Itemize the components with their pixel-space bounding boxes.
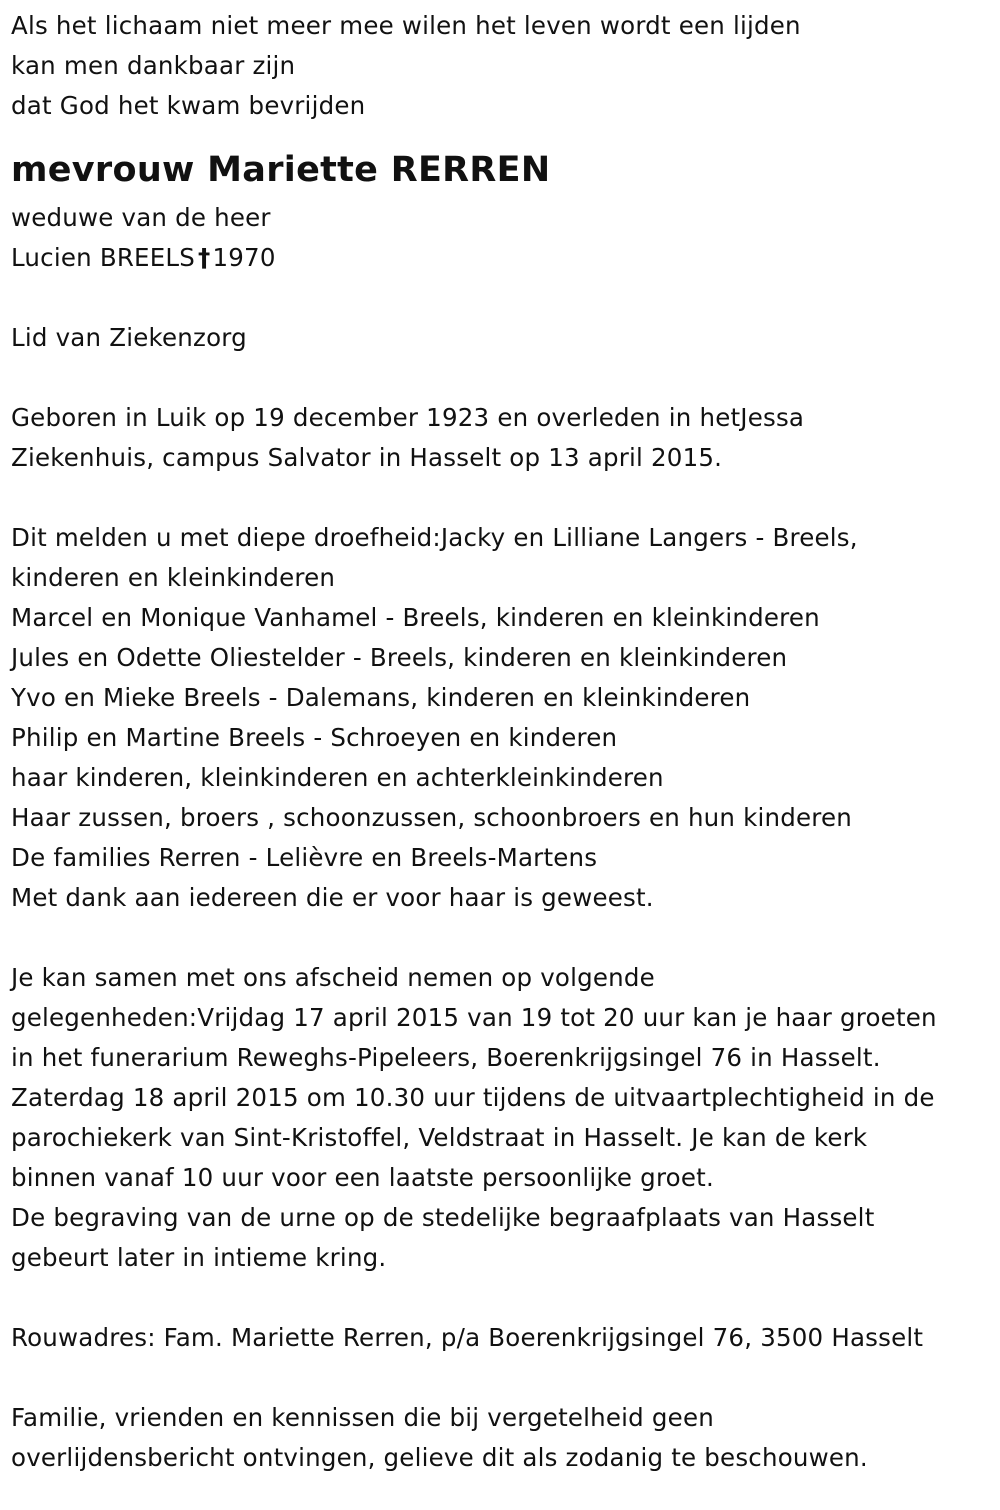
- poem: [11, 6, 996, 126]
- spacer: [11, 478, 996, 518]
- paragraph-line: Yvo en Mieke Breels - Dalemans, kinderen en kleinkinderen: [11, 683, 751, 712]
- paragraph-line: Met dank aan iedereen die er voor haar is geweest.: [11, 883, 654, 912]
- spouse-death-year: 1970: [212, 243, 276, 272]
- spacer: [11, 918, 996, 958]
- paragraph-line: binnen vanaf 10 uur voor een laatste persoonlijke groet.: [11, 1163, 714, 1192]
- mourning-address: Rouwadres: Fam. Mariette Rerren, p/a Boerenkrijgsingel 76, 3500 Hasselt: [11, 1323, 924, 1352]
- paragraph-line: overlijdensbericht ontvingen, gelieve dit als zodanig te beschouwen.: [11, 1443, 868, 1472]
- paragraph-line: Philip en Martine Breels - Schroeyen en kinderen: [11, 723, 618, 752]
- spouse-name: Lucien BREELS: [11, 243, 196, 272]
- birth-death-paragraph: [11, 398, 996, 478]
- paragraph-line: gebeurt later in intieme kring.: [11, 1243, 387, 1272]
- cross-icon: †: [198, 243, 211, 272]
- paragraph-line: Jules en Odette Oliestelder - Breels, kinderen en kleinkinderen: [11, 643, 788, 672]
- widow-of-text: weduwe van de heer: [11, 203, 271, 232]
- paragraph-line: Je kan samen met ons afscheid nemen op volgende: [11, 963, 655, 992]
- paragraph-line: Geboren in Luik op 19 december 1923 en overleden in hetJessa: [11, 403, 805, 432]
- spouse-line: [11, 238, 996, 278]
- paragraph-line: De families Rerren - Lelièvre en Breels-Martens: [11, 843, 598, 872]
- paragraph-line: Haar zussen, broers , schoonzussen, schoonbroers en hun kinderen: [11, 803, 853, 832]
- closing-paragraph: [11, 1398, 996, 1478]
- paragraph-line: Dit melden u met diepe droefheid:Jacky en Lilliane Langers - Breels,: [11, 523, 858, 552]
- spacer: [11, 358, 996, 398]
- membership: Lid van Ziekenzorg: [11, 323, 247, 352]
- obituary-notice: [11, 6, 996, 1478]
- poem-line: dat God het kwam bevrijden: [11, 91, 366, 120]
- paragraph-line: parochiekerk van Sint-Kristoffel, Veldstraat in Hasselt. Je kan de kerk: [11, 1123, 868, 1152]
- paragraph-line: haar kinderen, kleinkinderen en achterkleinkinderen: [11, 763, 664, 792]
- paragraph-line: in het funerarium Reweghs-Pipeleers, Boerenkrijgsingel 76 in Hasselt.: [11, 1043, 881, 1072]
- paragraph-line: Familie, vrienden en kennissen die bij vergetelheid geen: [11, 1403, 714, 1432]
- spacer: [11, 278, 996, 318]
- paragraph-line: Marcel en Monique Vanhamel - Breels, kinderen en kleinkinderen: [11, 603, 820, 632]
- poem-line: kan men dankbaar zijn: [11, 51, 296, 80]
- poem-line: Als het lichaam niet meer mee wilen het leven wordt een lijden: [11, 11, 801, 40]
- announcement-paragraph: [11, 518, 996, 918]
- paragraph-line: De begraving van de urne op de stedelijke begraafplaats van Hasselt: [11, 1203, 875, 1232]
- farewell-paragraph: [11, 958, 996, 1278]
- paragraph-line: kinderen en kleinkinderen: [11, 563, 336, 592]
- deceased-name: mevrouw Mariette RERREN: [11, 150, 551, 190]
- spacer: [11, 1278, 996, 1318]
- paragraph-line: Zaterdag 18 april 2015 om 10.30 uur tijdens de uitvaartplechtigheid in de: [11, 1083, 935, 1112]
- paragraph-line: Ziekenhuis, campus Salvator in Hasselt op 13 april 2015.: [11, 443, 723, 472]
- paragraph-line: gelegenheden:Vrijdag 17 april 2015 van 19 tot 20 uur kan je haar groeten: [11, 1003, 937, 1032]
- spacer: [11, 1358, 996, 1398]
